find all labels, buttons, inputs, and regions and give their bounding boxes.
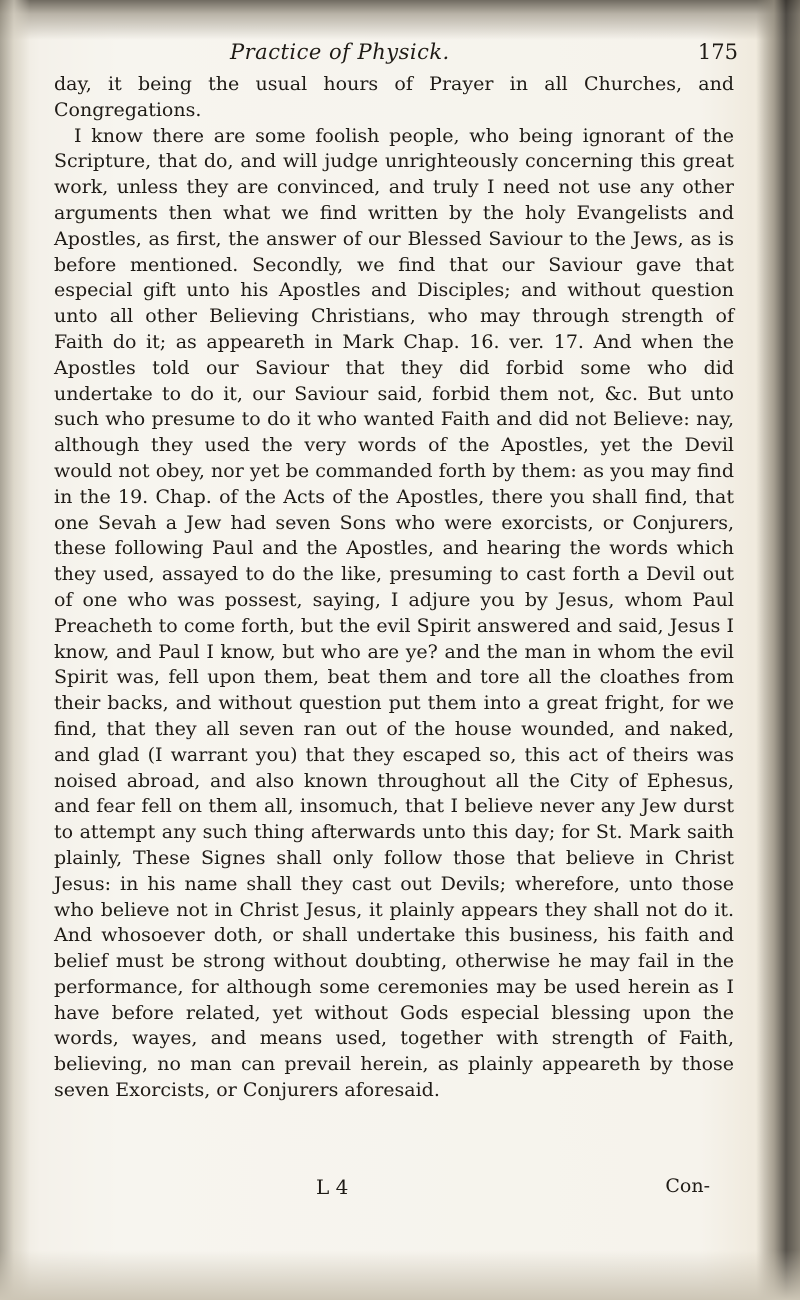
paragraph-main: I know there are some foolish people, who being ignorant of the Scripture, that do, and will judge unrighteously concerning this great work, unless they are convinced, and truly I need not use any other arguments then what we find written by the holy Evangelists and Apostles, as first, the answer of our Blessed Saviour to the Jews, as is before mentioned. Secondly, we find that our Saviour gave that especial gift unto his Apostles and Disciples; and without question unto all other Believing Christians, who may through strength of Faith do it; as appeareth in Mark Chap. 16. ver. 17. And when the Apostles told our Saviour that they did forbid some who did undertake to do it, our Saviour said, forbid them not, &c. But unto such who presume to do it who wanted Faith and did not Believe: nay, although they used the very words of the Apostles, yet the Devil would not obey, nor yet be commanded forth by them: as you may find in the 19. Chap. of the Acts of the Apostles, there you shall find, that one Sevah a Jew had seven Sons who were exorcists, or Conjurers, these following Paul and the Apostles, and hearing the words which they used, assayed to do the like, presuming to cast forth a Devil out of one who was possest, saying, I adjure you by Jesus, whom Paul Preacheth to come forth, but the evil Spirit answered and said, Jesus I know, and Paul I know, but who are ye? and the man in whom the evil Spirit was, fell upon them, beat them and tore all the cloathes from their backs, and without question put them into a great fright, for we find, that they all seven ran out of the house wounded, and naked, and glad (I warrant you) that they escaped so, this act of theirs was noised abroad, and also known throughout all the City of Ephesus, and fear fell on them all, insomuch, that I believe never any Jew durst to attempt any such thing afterwards unto this day; for St. Mark saith plainly, These Signes shall only follow those that believe in Christ Jesus: in his name shall they cast out Devils; wherefore, unto those who believe not in Christ Jesus, it plainly appears they shall not do it. And whosoever doth, or shall undertake this business, his faith and belief must be strong without doubting, otherwise he may fail in the performance, for although some ceremonies may be used herein as I have before related, yet without Gods especial blessing upon the words, wayes, and means used, together with strength of Faith, believing, no man can prevail herein, as plainly appeareth by those seven Exorcists, or Conjurers aforesaid. <box>54 124 734 1102</box>
top-shadow <box>0 0 800 40</box>
left-page-edge <box>0 0 30 1300</box>
right-page-edge <box>756 0 800 1300</box>
bottom-shadow <box>0 1250 800 1300</box>
page-header <box>30 38 750 72</box>
signature-mark: L 4 <box>316 1175 349 1199</box>
page-footer <box>30 1175 750 1205</box>
running-title: Practice of Physick. <box>230 40 450 64</box>
paragraph-continuation: day, it being the usual hours of Prayer in all Churches, and Congregations. <box>54 73 734 121</box>
page-number: 175 <box>697 40 738 64</box>
body-text <box>54 72 734 1104</box>
catchword: Con- <box>665 1175 710 1197</box>
